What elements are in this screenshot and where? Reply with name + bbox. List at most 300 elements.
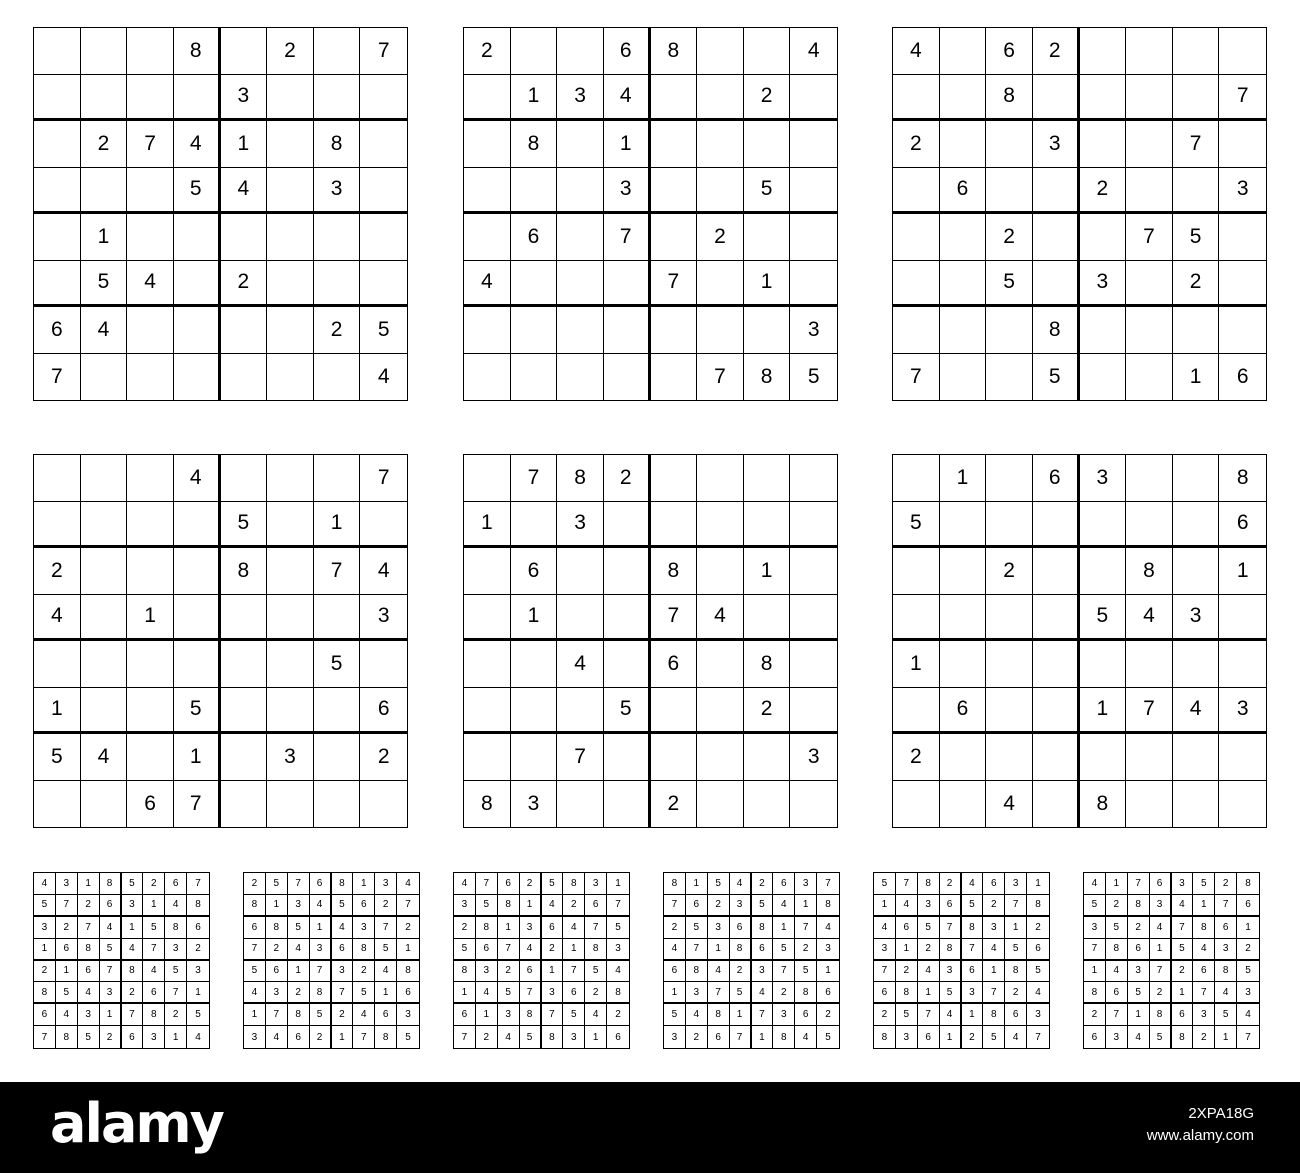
sudoku-cell <box>267 75 314 122</box>
sudoku-cell <box>1033 261 1080 308</box>
sudoku-cell <box>174 641 221 688</box>
sudoku-cell: 6 <box>1150 873 1172 895</box>
sudoku-cell: 4 <box>56 1004 78 1026</box>
sudoku-cell: 1 <box>893 641 940 688</box>
sudoku-cell <box>744 595 791 642</box>
sudoku-cell: 8 <box>730 939 752 961</box>
sudoku-cell: 4 <box>585 1004 607 1026</box>
sudoku-cell: 3 <box>557 502 604 549</box>
sudoku-cell: 6 <box>1128 939 1150 961</box>
sudoku-cell: 8 <box>1128 895 1150 917</box>
sudoku-cell <box>511 307 558 354</box>
sudoku-cell: 8 <box>397 961 419 983</box>
sudoku-cell: 3 <box>1215 939 1237 961</box>
sudoku-cell <box>940 595 987 642</box>
sudoku-cell: 3 <box>1084 917 1106 939</box>
sudoku-cell: 8 <box>310 982 332 1004</box>
sudoku-cell: 6 <box>397 982 419 1004</box>
sudoku-cell: 8 <box>266 917 288 939</box>
sudoku-cell: 3 <box>1219 168 1266 215</box>
sudoku-cell <box>314 75 361 122</box>
sudoku-cell: 3 <box>1080 261 1127 308</box>
sudoku-cell: 1 <box>1128 1004 1150 1026</box>
sudoku-cell <box>1033 214 1080 261</box>
sudoku-cell <box>1080 75 1127 122</box>
sudoku-cell: 5 <box>244 961 266 983</box>
sudoku-cell: 1 <box>773 917 795 939</box>
sudoku-cell: 1 <box>288 961 310 983</box>
sudoku-cell: 2 <box>1106 895 1128 917</box>
sudoku-cell: 8 <box>607 982 629 1004</box>
sudoku-cell: 5 <box>165 961 187 983</box>
sudoku-cell <box>1126 781 1173 828</box>
sudoku-cell: 7 <box>100 961 122 983</box>
sudoku-cell: 3 <box>686 982 708 1004</box>
sudoku-cell: 6 <box>585 895 607 917</box>
sudoku-cell: 7 <box>817 873 839 895</box>
sudoku-cell: 8 <box>454 961 476 983</box>
sudoku-cell <box>127 641 174 688</box>
sudoku-cell: 2 <box>1027 917 1049 939</box>
sudoku-cell <box>557 548 604 595</box>
sudoku-cell <box>1219 641 1266 688</box>
sudoku-cell: 6 <box>375 1004 397 1026</box>
sudoku-cell: 3 <box>1027 1004 1049 1026</box>
sudoku-cell <box>127 168 174 215</box>
sudoku-cell: 7 <box>604 214 651 261</box>
sudoku-cell <box>557 214 604 261</box>
puzzle-1 <box>33 27 408 401</box>
sudoku-cell: 2 <box>100 1026 122 1048</box>
sudoku-cell: 3 <box>165 939 187 961</box>
sudoku-cell <box>267 548 314 595</box>
sudoku-cell: 4 <box>1193 939 1215 961</box>
sudoku-cell <box>267 214 314 261</box>
sudoku-cell: 2 <box>165 1004 187 1026</box>
sudoku-cell <box>1173 307 1220 354</box>
sudoku-cell <box>511 734 558 781</box>
sudoku-cell: 7 <box>360 455 407 502</box>
sudoku-cell: 2 <box>332 1004 354 1026</box>
sudoku-cell <box>1033 781 1080 828</box>
sudoku-cell: 7 <box>511 455 558 502</box>
sudoku-cell <box>267 354 314 401</box>
sudoku-cell: 5 <box>34 734 81 781</box>
sudoku-cell <box>940 121 987 168</box>
sudoku-cell: 4 <box>563 917 585 939</box>
sudoku-cell: 3 <box>454 895 476 917</box>
sudoku-cell: 5 <box>1106 917 1128 939</box>
sudoku-cell: 6 <box>1193 961 1215 983</box>
sudoku-cell <box>464 214 511 261</box>
sudoku-cell <box>1126 75 1173 122</box>
sudoku-cell: 1 <box>874 895 896 917</box>
sudoku-cell: 4 <box>1150 917 1172 939</box>
sudoku-cell: 3 <box>664 1026 686 1048</box>
sudoku-cell <box>314 261 361 308</box>
sudoku-cell: 6 <box>708 1026 730 1048</box>
sudoku-cell: 1 <box>266 895 288 917</box>
sudoku-cell: 5 <box>174 168 221 215</box>
sudoku-cell: 5 <box>825 1031 831 1043</box>
sudoku-cell: 8 <box>375 1026 397 1048</box>
sudoku-cell <box>744 734 791 781</box>
sudoku-cell: 1 <box>1084 961 1106 983</box>
sudoku-cell: 1 <box>1150 939 1172 961</box>
solution-4 <box>663 872 840 1049</box>
sudoku-cell <box>1173 455 1220 502</box>
sudoku-cell: 6 <box>651 641 698 688</box>
sudoku-cell <box>893 595 940 642</box>
sudoku-cell: 1 <box>81 214 128 261</box>
sudoku-cell: 5 <box>607 917 629 939</box>
sudoku-cell: 2 <box>476 1026 498 1048</box>
sudoku-cell: 6 <box>686 895 708 917</box>
sudoku-cell: 1 <box>511 595 558 642</box>
sudoku-cell <box>1033 502 1080 549</box>
sudoku-cell: 6 <box>520 961 542 983</box>
sudoku-cell <box>221 734 268 781</box>
sudoku-cell: 3 <box>874 939 896 961</box>
sudoku-cell <box>893 168 940 215</box>
sudoku-cell <box>1173 502 1220 549</box>
sudoku-cell: 2 <box>918 939 940 961</box>
sudoku-cell <box>511 261 558 308</box>
puzzle-3 <box>892 27 1267 401</box>
sudoku-cell <box>1219 121 1266 168</box>
sudoku-cell: 3 <box>1005 873 1027 895</box>
sudoku-cell: 4 <box>686 1004 708 1026</box>
sudoku-cell <box>557 595 604 642</box>
sudoku-cell <box>651 734 698 781</box>
sudoku-cell: 5 <box>1193 873 1215 895</box>
sudoku-cell: 3 <box>1219 688 1266 735</box>
sudoku-cell: 5 <box>896 1004 918 1026</box>
sudoku-cell <box>1080 121 1127 168</box>
sudoku-cell: 7 <box>1245 1031 1251 1043</box>
sudoku-cell: 6 <box>1237 895 1259 917</box>
sudoku-cell: 5 <box>100 939 122 961</box>
sudoku-cell: 7 <box>332 982 354 1004</box>
sudoku-cell <box>604 734 651 781</box>
sudoku-cell <box>697 75 744 122</box>
sudoku-cell: 5 <box>288 917 310 939</box>
sudoku-cell <box>1080 548 1127 595</box>
sudoku-cell: 5 <box>983 1026 1005 1048</box>
sudoku-cell: 2 <box>604 455 651 502</box>
solution-3 <box>453 872 630 1049</box>
sudoku-cell: 4 <box>962 873 984 895</box>
sudoku-cell <box>697 502 744 549</box>
sudoku-cell: 7 <box>266 1004 288 1026</box>
sudoku-cell: 6 <box>34 307 81 354</box>
sudoku-cell: 5 <box>664 1004 686 1026</box>
sudoku-cell: 1 <box>511 75 558 122</box>
sudoku-cell <box>651 75 698 122</box>
sudoku-cell: 1 <box>983 961 1005 983</box>
sudoku-cell <box>267 307 314 354</box>
sudoku-cell: 4 <box>664 939 686 961</box>
sudoku-cell <box>1126 168 1173 215</box>
sudoku-cell: 8 <box>585 939 607 961</box>
sudoku-cell: 3 <box>817 939 839 961</box>
sudoku-cell <box>1126 641 1173 688</box>
sudoku-cell <box>697 688 744 735</box>
sudoku-cell: 3 <box>266 982 288 1004</box>
sudoku-cell <box>267 121 314 168</box>
sudoku-cell: 5 <box>1172 939 1194 961</box>
sudoku-cell: 2 <box>1084 1004 1106 1026</box>
sudoku-cell: 6 <box>563 982 585 1004</box>
sudoku-cell: 4 <box>983 939 1005 961</box>
sudoku-cell <box>940 307 987 354</box>
sudoku-cell <box>464 121 511 168</box>
sudoku-cell: 1 <box>78 873 100 895</box>
sudoku-cell <box>893 75 940 122</box>
sudoku-cell: 8 <box>1215 961 1237 983</box>
sudoku-cell <box>940 781 987 828</box>
sudoku-cell: 3 <box>310 939 332 961</box>
sudoku-cell: 5 <box>520 1026 542 1048</box>
sudoku-cell <box>127 28 174 75</box>
sudoku-cell: 1 <box>353 873 375 895</box>
sudoku-cell: 5 <box>81 261 128 308</box>
sudoku-cell: 6 <box>122 1026 144 1048</box>
sudoku-cell <box>464 455 511 502</box>
sudoku-cell: 8 <box>1080 781 1127 828</box>
sudoku-cell: 6 <box>187 917 209 939</box>
sudoku-cell: 4 <box>288 939 310 961</box>
sudoku-cell: 1 <box>476 1004 498 1026</box>
sudoku-cell <box>174 307 221 354</box>
sudoku-cell: 3 <box>795 873 817 895</box>
sudoku-cell: 7 <box>353 1026 375 1048</box>
sudoku-cell: 8 <box>174 28 221 75</box>
sudoku-cell <box>511 502 558 549</box>
solution-6 <box>1083 872 1260 1049</box>
sudoku-cell: 8 <box>122 961 144 983</box>
sudoku-cell <box>314 28 361 75</box>
sudoku-cell: 8 <box>773 1026 795 1048</box>
sudoku-cell <box>464 734 511 781</box>
sudoku-cell: 3 <box>896 1026 918 1048</box>
sudoku-cell: 2 <box>986 214 1033 261</box>
sudoku-cell <box>267 261 314 308</box>
sudoku-cell: 1 <box>454 982 476 1004</box>
sudoku-cell: 3 <box>476 961 498 983</box>
sudoku-cell: 4 <box>81 734 128 781</box>
sudoku-cell: 2 <box>744 688 791 735</box>
sudoku-cell <box>267 688 314 735</box>
sudoku-cell <box>697 28 744 75</box>
sudoku-cell <box>697 455 744 502</box>
sudoku-cell: 5 <box>773 939 795 961</box>
sudoku-cell: 1 <box>332 1026 354 1048</box>
sudoku-cell: 4 <box>918 961 940 983</box>
sudoku-cell: 5 <box>122 873 144 895</box>
sudoku-cell: 8 <box>1172 1026 1194 1048</box>
sudoku-cell: 4 <box>127 261 174 308</box>
sudoku-cell <box>360 641 407 688</box>
sudoku-cell: 3 <box>511 781 558 828</box>
sudoku-cell: 2 <box>1033 28 1080 75</box>
sudoku-cell: 5 <box>1084 895 1106 917</box>
sudoku-cell: 1 <box>187 982 209 1004</box>
sudoku-cell <box>1033 168 1080 215</box>
sudoku-cell: 1 <box>165 1026 187 1048</box>
sudoku-cell: 4 <box>708 961 730 983</box>
sudoku-cell: 4 <box>1084 873 1106 895</box>
sudoku-cell: 5 <box>266 873 288 895</box>
sudoku-cell: 2 <box>267 28 314 75</box>
sudoku-cell: 8 <box>165 917 187 939</box>
sudoku-cell: 6 <box>511 214 558 261</box>
sudoku-cell <box>81 455 128 502</box>
sudoku-cell <box>267 168 314 215</box>
sudoku-cell: 7 <box>664 895 686 917</box>
sudoku-cell: 4 <box>34 873 56 895</box>
sudoku-cell: 5 <box>708 873 730 895</box>
sudoku-cell: 1 <box>520 895 542 917</box>
sudoku-cell: 7 <box>773 961 795 983</box>
sudoku-cell <box>744 502 791 549</box>
sudoku-cell: 7 <box>375 917 397 939</box>
sudoku-cell <box>651 688 698 735</box>
sudoku-cell: 7 <box>520 982 542 1004</box>
sudoku-cell: 3 <box>607 939 629 961</box>
sudoku-cell: 7 <box>730 1026 752 1048</box>
sudoku-cell: 2 <box>744 75 791 122</box>
sudoku-cell <box>267 455 314 502</box>
sudoku-cell <box>557 168 604 215</box>
sudoku-cell <box>940 75 987 122</box>
sudoku-cell <box>127 75 174 122</box>
sudoku-cell: 3 <box>790 734 837 781</box>
sudoku-cell: 8 <box>221 548 268 595</box>
sudoku-cell <box>81 168 128 215</box>
sudoku-cell: 3 <box>1080 455 1127 502</box>
sudoku-cell: 7 <box>918 1004 940 1026</box>
sudoku-cell <box>651 354 698 401</box>
sudoku-cell: 2 <box>962 1026 984 1048</box>
sudoku-cell: 5 <box>174 688 221 735</box>
sudoku-cell: 6 <box>454 1004 476 1026</box>
sudoku-cell: 8 <box>476 917 498 939</box>
sudoku-cell: 1 <box>918 982 940 1004</box>
sudoku-cell: 5 <box>563 1004 585 1026</box>
sudoku-cell: 8 <box>332 873 354 895</box>
sudoku-cell: 1 <box>1172 982 1194 1004</box>
sudoku-cell: 8 <box>78 939 100 961</box>
sudoku-cell: 5 <box>795 961 817 983</box>
sudoku-cell: 5 <box>310 1004 332 1026</box>
sudoku-cell <box>604 502 651 549</box>
sudoku-cell: 4 <box>498 1026 520 1048</box>
sudoku-cell: 7 <box>686 939 708 961</box>
sudoku-cell: 4 <box>986 781 1033 828</box>
sudoku-cell: 5 <box>56 982 78 1004</box>
sudoku-cell: 2 <box>896 961 918 983</box>
sudoku-cell: 8 <box>1084 982 1106 1004</box>
sudoku-cell <box>360 121 407 168</box>
sudoku-cell: 2 <box>360 734 407 781</box>
sudoku-cell <box>790 548 837 595</box>
sudoku-cell: 4 <box>1027 982 1049 1004</box>
sudoku-cell <box>557 121 604 168</box>
sudoku-cell: 5 <box>1215 1004 1237 1026</box>
sudoku-cell <box>1219 781 1266 828</box>
sudoku-cell <box>34 168 81 215</box>
sudoku-cell: 4 <box>397 873 419 895</box>
sudoku-cell: 2 <box>397 917 419 939</box>
sudoku-cell <box>34 502 81 549</box>
sudoku-cell: 4 <box>122 939 144 961</box>
sudoku-cell: 5 <box>604 688 651 735</box>
sudoku-cell: 5 <box>585 961 607 983</box>
sudoku-cell: 4 <box>1173 688 1220 735</box>
sudoku-cell: 7 <box>1005 895 1027 917</box>
sudoku-cell: 7 <box>174 781 221 828</box>
sudoku-cell: 1 <box>817 961 839 983</box>
sudoku-cell: 2 <box>314 307 361 354</box>
sudoku-cell <box>986 307 1033 354</box>
sudoku-cell: 2 <box>940 873 962 895</box>
sudoku-cell: 4 <box>893 28 940 75</box>
sudoku-cell <box>1219 214 1266 261</box>
sudoku-cell: 5 <box>1005 939 1027 961</box>
sudoku-cell <box>464 548 511 595</box>
sudoku-cell: 3 <box>1128 961 1150 983</box>
sudoku-cell: 4 <box>557 641 604 688</box>
sudoku-cell <box>604 307 651 354</box>
sudoku-cell: 7 <box>1173 121 1220 168</box>
sudoku-cell: 1 <box>34 688 81 735</box>
sudoku-cell: 6 <box>1106 982 1128 1004</box>
sudoku-cell: 5 <box>1237 961 1259 983</box>
sudoku-cell: 5 <box>498 982 520 1004</box>
sudoku-cell <box>986 455 1033 502</box>
sudoku-cell: 8 <box>244 895 266 917</box>
sudoku-cell: 7 <box>557 734 604 781</box>
sudoku-cell <box>1126 307 1173 354</box>
sudoku-cell <box>1033 595 1080 642</box>
sudoku-cell <box>790 455 837 502</box>
sudoku-cell <box>221 307 268 354</box>
sudoku-cell <box>221 455 268 502</box>
sudoku-cell <box>81 75 128 122</box>
sudoku-cell <box>127 502 174 549</box>
sudoku-cell <box>464 354 511 401</box>
sudoku-cell: 6 <box>332 939 354 961</box>
sudoku-cell <box>604 548 651 595</box>
sudoku-cell: 3 <box>353 917 375 939</box>
sudoku-cell: 2 <box>1172 961 1194 983</box>
sudoku-cell: 8 <box>100 873 122 895</box>
sudoku-cell: 3 <box>730 895 752 917</box>
sudoku-cell: 3 <box>56 873 78 895</box>
sudoku-cell: 1 <box>744 261 791 308</box>
sudoku-cell: 4 <box>752 982 774 1004</box>
sudoku-cell: 2 <box>454 917 476 939</box>
sudoku-cell <box>1126 734 1173 781</box>
sudoku-cell: 5 <box>187 1004 209 1026</box>
sudoku-cell <box>360 214 407 261</box>
sudoku-cell: 6 <box>918 1026 940 1048</box>
sudoku-cell <box>651 121 698 168</box>
sudoku-cell: 4 <box>1237 1004 1259 1026</box>
sudoku-cell: 6 <box>1033 455 1080 502</box>
sudoku-cell <box>1080 354 1127 401</box>
